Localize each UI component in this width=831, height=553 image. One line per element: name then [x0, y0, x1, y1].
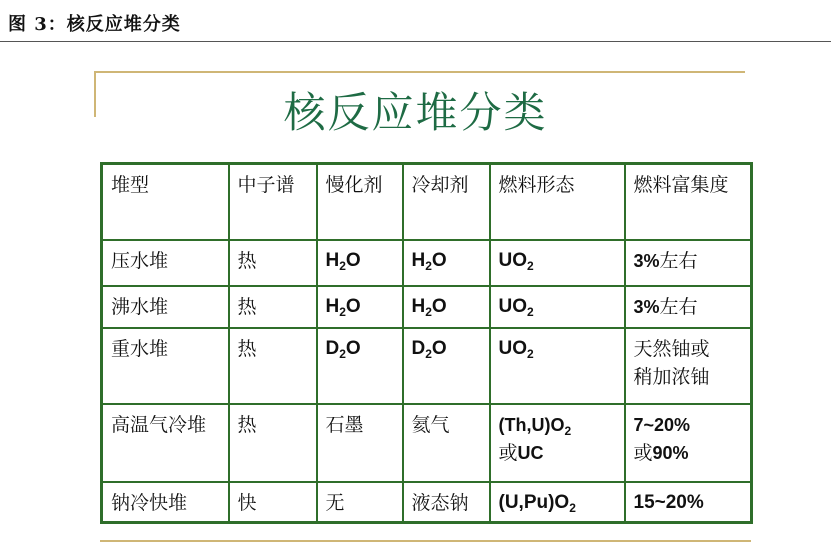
- enrichment-cell: 15~20%: [625, 482, 752, 523]
- spectrum-cell: 热: [229, 328, 317, 404]
- header-cell: 燃料形态: [490, 164, 625, 240]
- enrichment-cell: 3%左右: [625, 286, 752, 328]
- spectrum-cell: 快: [229, 482, 317, 523]
- reactor-type-cell: 高温气冷堆: [102, 404, 229, 482]
- reactor-classification-table: [100, 162, 753, 524]
- moderator-cell: $H_2O$: [317, 286, 403, 328]
- caption-divider: [0, 41, 831, 42]
- table-row: [102, 240, 752, 286]
- fuel-form-cell: $(Th,U)O_2$ 或UC: [490, 404, 625, 482]
- fuel-form-cell: $(U,Pu)O_2$: [490, 482, 625, 523]
- reactor-type-cell: 压水堆: [102, 240, 229, 286]
- slide-title: 核反应堆分类: [283, 88, 548, 137]
- reactor-type-cell: 钠冷快堆: [102, 482, 229, 523]
- enrichment-cell: 7~20% 或90%: [625, 404, 752, 482]
- fuel-form-cell: $UO_2$: [490, 286, 625, 328]
- table-row: [102, 404, 752, 482]
- fuel-form-cell: $UO_2$: [490, 240, 625, 286]
- coolant-cell: $D_2O$: [403, 328, 490, 404]
- coolant-cell: 氦气: [403, 404, 490, 482]
- moderator-cell: 石墨: [317, 404, 403, 482]
- moderator-cell: 无: [317, 482, 403, 523]
- figure-caption: 图 3：核反应堆分类: [8, 14, 181, 35]
- header-cell: 中子谱: [229, 164, 317, 240]
- slide-top-border: [94, 71, 745, 73]
- moderator-cell: $D_2O$: [317, 328, 403, 404]
- enrichment-cell: 3%左右: [625, 240, 752, 286]
- coolant-cell: $H_2O$: [403, 286, 490, 328]
- reactor-type-cell: 重水堆: [102, 328, 229, 404]
- table-row: [102, 286, 752, 328]
- header-cell: 慢化剂: [317, 164, 403, 240]
- slide-bottom-border: [100, 540, 751, 542]
- enrichment-cell: 天然铀或 稍加浓铀: [625, 328, 752, 404]
- table-header-row: [102, 164, 752, 240]
- table-row: [102, 482, 752, 523]
- header-cell: 堆型: [102, 164, 229, 240]
- moderator-cell: $H_2O$: [317, 240, 403, 286]
- coolant-cell: 液态钠: [403, 482, 490, 523]
- table-row: [102, 328, 752, 404]
- spectrum-cell: 热: [229, 286, 317, 328]
- reactor-type-cell: 沸水堆: [102, 286, 229, 328]
- header-cell: 燃料富集度: [625, 164, 752, 240]
- spectrum-cell: 热: [229, 240, 317, 286]
- header-cell: 冷却剂: [403, 164, 490, 240]
- coolant-cell: $H_2O$: [403, 240, 490, 286]
- fuel-form-cell: $UO_2$: [490, 328, 625, 404]
- spectrum-cell: 热: [229, 404, 317, 482]
